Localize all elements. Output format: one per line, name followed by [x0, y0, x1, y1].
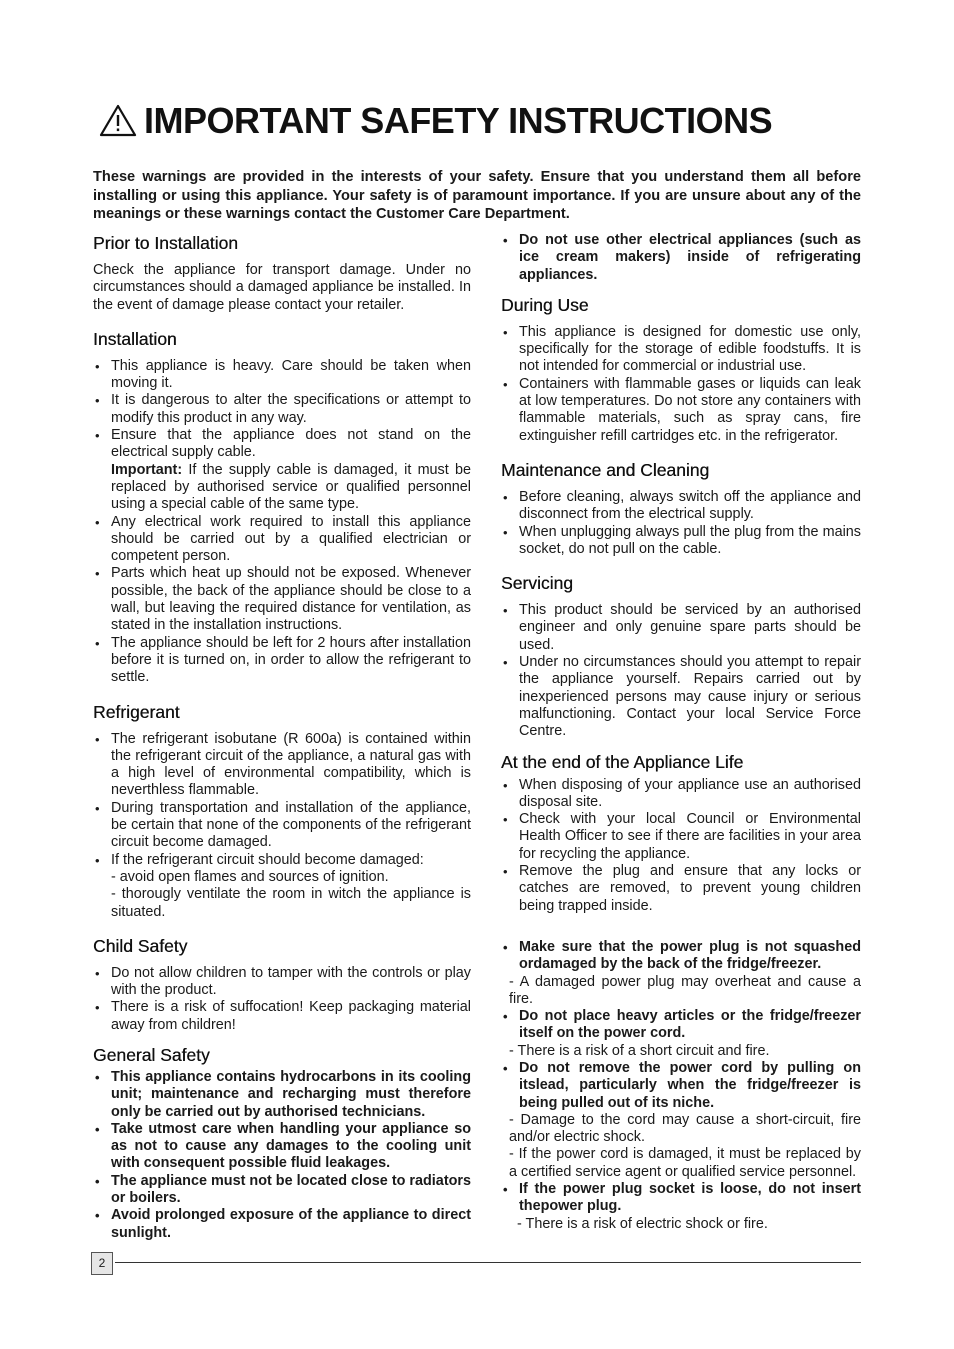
maintenance-list — [501, 489, 861, 558]
footer-rule — [115, 1262, 861, 1263]
list-item: • This appliance is designed for domestic use only, specifically for the storage of edible foodstuffs. It is not intended for commercial or industrial use. — [501, 324, 861, 376]
power-plug-list-2 — [501, 1008, 861, 1043]
list-item — [93, 427, 471, 513]
end-of-life-list — [501, 777, 861, 915]
list-item-text: Ensure that the appliance does not stand on the electrical supply cable. — [111, 427, 471, 461]
heading-prior-to-installation: Prior to Installation — [93, 233, 238, 253]
plug-note: - If the power cord is damaged, it must be replaced by a certified service agent or qualified service personnel. — [509, 1146, 861, 1180]
refrigerant-sub-2: - thorougly ventilate the room in witch the appliance is situated. — [111, 886, 471, 920]
list-item: • Check with your local Council or Environmental Health Officer to see if there are facilities in your area for recycling the appliance. — [501, 811, 861, 863]
list-item: • If the power plug socket is loose, do not insert thepower plug. — [501, 1181, 861, 1216]
plug-note: - A damaged power plug may overheat and cause a fire. — [509, 973, 861, 1007]
right-column — [501, 232, 861, 1233]
power-plug-list — [501, 939, 861, 974]
refrigerant-list — [93, 731, 471, 869]
during-use-list — [501, 324, 861, 445]
list-item: • Parts which heat up should not be exposed. Whenever possible, the back of the appliance should be close to a wall, but leaving the required distance for ventilation, as stated in the installation instructions. — [93, 565, 471, 634]
heading-installation: Installation — [93, 328, 177, 349]
list-item: • During transportation and installation of the appliance, be certain that none of the components of the refrigerant circuit become damaged. — [93, 800, 471, 852]
heading-servicing: Servicing — [501, 573, 573, 594]
heading-refrigerant: Refrigerant — [93, 701, 180, 722]
heading-end-of-life: At the end of the Appliance Life — [501, 751, 744, 772]
list-item: • Before cleaning, always switch off the appliance and disconnect from the electrical supply. — [501, 489, 861, 524]
list-item: • When unplugging always pull the plug from the mains socket, do not pull on the cable. — [501, 524, 861, 559]
list-item: • The refrigerant isobutane (R 600a) is contained within the refrigerant circuit of the appliance, a natural gas with a high level of environmental compatibility, which is neverthless flammable. — [93, 731, 471, 800]
prior-text: Check the appliance for transport damage. Under no circumstances should a damaged appliance be installed. In the event of damage please contact your retailer. — [93, 262, 471, 313]
installation-list — [93, 358, 471, 687]
list-item: • The appliance must not be located close to radiators or boilers. — [93, 1173, 471, 1208]
general-safety-list-continued — [501, 232, 861, 284]
page-number: 2 — [91, 1252, 113, 1275]
list-item: • It is dangerous to alter the specifications or attempt to modify this product in any way. — [93, 392, 471, 427]
list-item: • If the refrigerant circuit should become damaged: — [93, 852, 471, 869]
list-item: • When disposing of your appliance use an authorised disposal site. — [501, 777, 861, 812]
list-item: • Do not allow children to tamper with the controls or play with the product. — [93, 965, 471, 1000]
list-item: • Do not place heavy articles or the fridge/freezer itself on the power cord. — [501, 1008, 861, 1043]
refrigerant-sub-1: - avoid open flames and sources of ignition. — [111, 868, 389, 885]
plug-note: - There is a risk of a short circuit and fire. — [509, 1042, 770, 1059]
list-item: • Avoid prolonged exposure of the appliance to direct sunlight. — [93, 1207, 471, 1242]
list-item: • Make sure that the power plug is not squashed ordamaged by the back of the fridge/freezer. — [501, 939, 861, 974]
page-title-block — [98, 100, 772, 142]
list-item: • The appliance should be left for 2 hours after installation before it is turned on, in order to allow the refrigerant to settle. — [93, 635, 471, 687]
list-item: • This product should be serviced by an authorised engineer and only genuine spare parts should be used. — [501, 602, 861, 654]
left-column — [93, 232, 471, 1242]
heading-maintenance: Maintenance and Cleaning — [501, 459, 710, 480]
important-label: Important: — [111, 461, 183, 478]
intro-warning: These warnings are provided in the interests of your safety. Ensure that you understand them all before installing or using this appliance. Your safety is of paramount importance. If you are unsure about any of the meanings or these warnings contact the Customer Care Department. — [93, 169, 861, 222]
heading-general-safety: General Safety — [93, 1044, 210, 1065]
servicing-list — [501, 602, 861, 740]
list-item: • Any electrical work required to install this appliance should be carried out by a qualified electrician or competent person. — [93, 514, 471, 566]
list-item: • Containers with flammable gases or liquids can leak at low temperatures. Do not store any containers with flammable materials, such as spray cans, fire extinguisher refill cartridges etc. in the refrigerator. — [501, 376, 861, 445]
heading-child-safety: Child Safety — [93, 935, 188, 956]
list-item: • Under no circumstances should you attempt to repair the appliance yourself. Repairs carried out by inexperienced persons may cause injury or serious malfunctioning. Contact your local Service Force Centre. — [501, 654, 861, 740]
list-item: • Do not remove the power cord by pulling on itslead, particularly when the fridge/freezer is being pulled out of its niche. — [501, 1060, 861, 1112]
list-item: • This appliance contains hydrocarbons in its cooling unit; maintenance and recharging must therefore only be carried out by authorised technicians. — [93, 1069, 471, 1121]
list-item: • Do not use other electrical appliances (such as ice cream makers) inside of refrigerating appliances. — [501, 232, 861, 284]
page-title: IMPORTANT SAFETY INSTRUCTIONS — [144, 100, 773, 141]
heading-during-use: During Use — [501, 294, 589, 315]
plug-note: - There is a risk of electric shock or fire. — [517, 1215, 768, 1232]
power-plug-list-4 — [501, 1181, 861, 1216]
list-item: • Remove the plug and ensure that any locks or catches are removed, to prevent young children being trapped inside. — [501, 863, 861, 915]
list-item: • Take utmost care when handling your appliance so as not to cause any damages to the cooling unit with consequent possible fluid leakages. — [93, 1121, 471, 1173]
warning-triangle-icon — [98, 103, 138, 139]
general-safety-list — [93, 1069, 471, 1242]
power-plug-list-3 — [501, 1060, 861, 1112]
plug-note: - Damage to the cord may cause a short-circuit, fire and/or electric shock. — [509, 1111, 861, 1146]
list-item: • There is a risk of suffocation! Keep packaging material away from children! — [93, 999, 471, 1034]
important-text: If the supply cable is damaged, it must be replaced by authorised service or qualified personnel using a special cable of the same type. — [111, 461, 471, 513]
child-safety-list — [93, 965, 471, 1034]
list-item: • This appliance is heavy. Care should be taken when moving it. — [93, 358, 471, 393]
